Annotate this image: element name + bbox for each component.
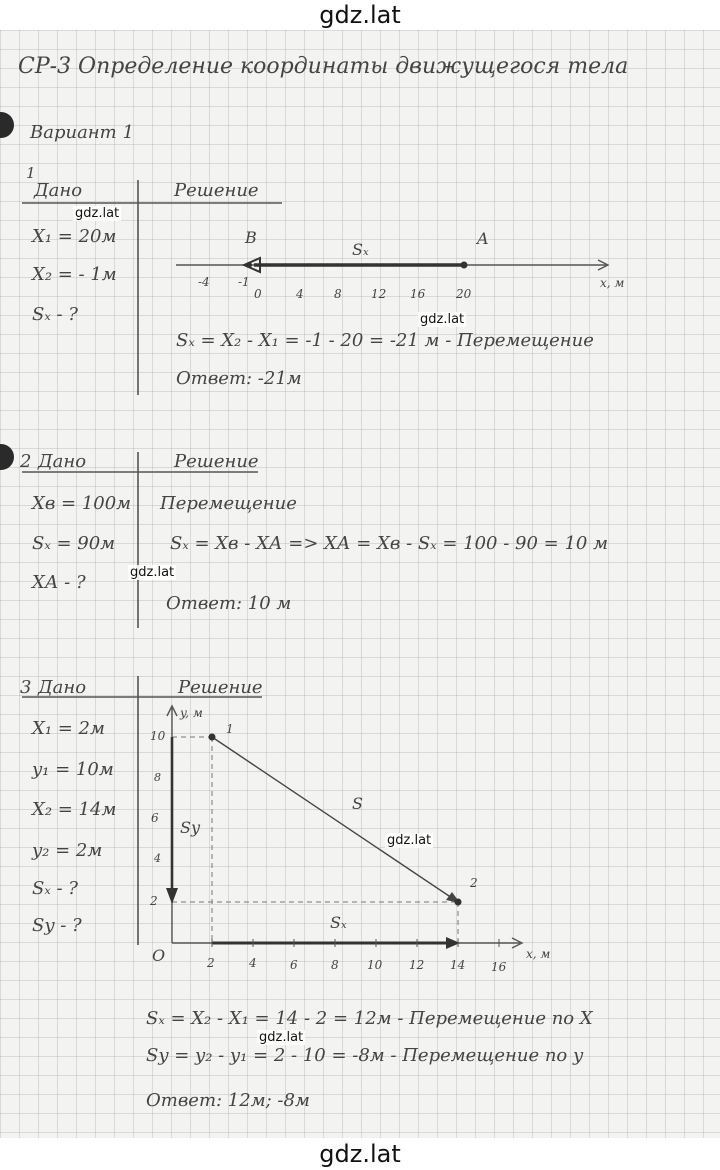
solution-line: Sₓ = Xв - XА => XА = Xв - Sₓ = 100 - 90 = 10 м — [170, 533, 609, 554]
tick-label: 16 — [410, 287, 426, 301]
x-tick-label: 14 — [450, 958, 466, 972]
point-1-label: 1 — [226, 722, 234, 736]
x-tick-label: 8 — [331, 958, 339, 972]
y-tick-label: 4 — [154, 852, 161, 865]
answer-line: Ответ: -21м — [176, 368, 302, 389]
point-2-dot — [455, 899, 462, 906]
problem-number: 1 — [26, 164, 36, 182]
given-item: XА - ? — [32, 572, 86, 593]
vector-s-line — [212, 737, 452, 898]
reshenie-label: Решение — [174, 451, 259, 472]
graph-x-label: x, м — [526, 947, 551, 961]
x-tick-label: 12 — [409, 958, 425, 972]
given-item: Sₓ - ? — [32, 304, 78, 325]
solution-line: Sₓ = X₂ - X₁ = 14 - 2 = 12м - Перемещение по X — [146, 1008, 593, 1029]
x-tick-label: 2 — [207, 956, 215, 970]
watermark-small: gdz.lat — [75, 206, 120, 221]
given-item: Sₓ = 90м — [32, 533, 116, 554]
vector-label: Sₓ — [352, 240, 369, 259]
x-tick-label: 4 — [249, 956, 257, 970]
variant-label: Вариант 1 — [30, 122, 134, 143]
point-1-dot — [209, 734, 216, 741]
y-tick-label: 8 — [154, 771, 161, 784]
watermark-bottom: gdz.lat — [0, 1138, 720, 1170]
given-item: X₁ = 2м — [32, 718, 105, 739]
dano-label: Дано — [34, 180, 83, 201]
section-heading: Перемещение — [160, 493, 297, 514]
given-item: X₁ = 20м — [32, 226, 117, 247]
x-tick-label: 6 — [290, 958, 298, 972]
watermark-small: gdz.lat — [387, 833, 432, 848]
x-tick-label: 16 — [491, 960, 507, 974]
tick-label: -1 — [238, 275, 250, 289]
answer-line: Ответ: 12м; -8м — [146, 1090, 310, 1111]
y-tick-label: 2 — [150, 894, 158, 908]
reshenie-label: Решение — [174, 180, 259, 201]
worksheet-title: СР-3 Определение координаты движущегося тела — [18, 54, 629, 79]
vector-sx-label: Sₓ — [330, 913, 347, 932]
tick-label: 12 — [371, 287, 387, 301]
solution-line: Sₓ = X₂ - X₁ = -1 - 20 = -21 м - Перемещение — [176, 330, 594, 351]
point-2-label: 2 — [470, 876, 478, 890]
solution-line: Sy = y₂ - y₁ = 2 - 10 = -8м - Перемещение по y — [146, 1045, 584, 1066]
problem-number: 2 — [20, 451, 32, 472]
given-item: y₁ = 10м — [32, 759, 114, 780]
watermark-top: gdz.lat — [0, 0, 720, 30]
given-item: y₂ = 2м — [32, 840, 103, 861]
given-item: X₂ = - 1м — [32, 264, 117, 285]
y-tick-label: 10 — [150, 729, 166, 743]
watermark-small: gdz.lat — [420, 312, 465, 327]
point-a-dot — [461, 262, 468, 269]
tick-label: -4 — [198, 275, 210, 289]
given-item: X₂ = 14м — [32, 799, 117, 820]
dano-label: Дано — [38, 451, 87, 472]
point-b-dot — [246, 262, 252, 268]
vector-sy-label: Sy — [180, 818, 200, 837]
given-item: Sₓ - ? — [32, 878, 78, 899]
tick-label: 8 — [334, 287, 342, 301]
problem-number: 3 — [20, 677, 32, 698]
point-b-label: B — [245, 228, 257, 247]
reshenie-label: Решение — [178, 677, 263, 698]
answer-line: Ответ: 10 м — [166, 593, 292, 614]
given-item: Sy - ? — [32, 915, 82, 936]
axis-label: x, м — [600, 276, 625, 290]
dano-label: Дано — [38, 677, 87, 698]
tick-label: 0 — [254, 287, 262, 301]
y-tick-label: 6 — [151, 811, 159, 825]
point-a-label: A — [477, 229, 489, 248]
given-item: Xв = 100м — [32, 493, 132, 514]
tick-label: 4 — [296, 287, 304, 301]
graph-y-label: y, м — [180, 706, 203, 720]
graph-origin: O — [152, 946, 166, 965]
tick-label: 20 — [456, 287, 472, 301]
watermark-small: gdz.lat — [259, 1030, 304, 1045]
x-tick-label: 10 — [367, 958, 383, 972]
watermark-small: gdz.lat — [130, 565, 175, 580]
vector-s-label: S — [352, 794, 363, 813]
